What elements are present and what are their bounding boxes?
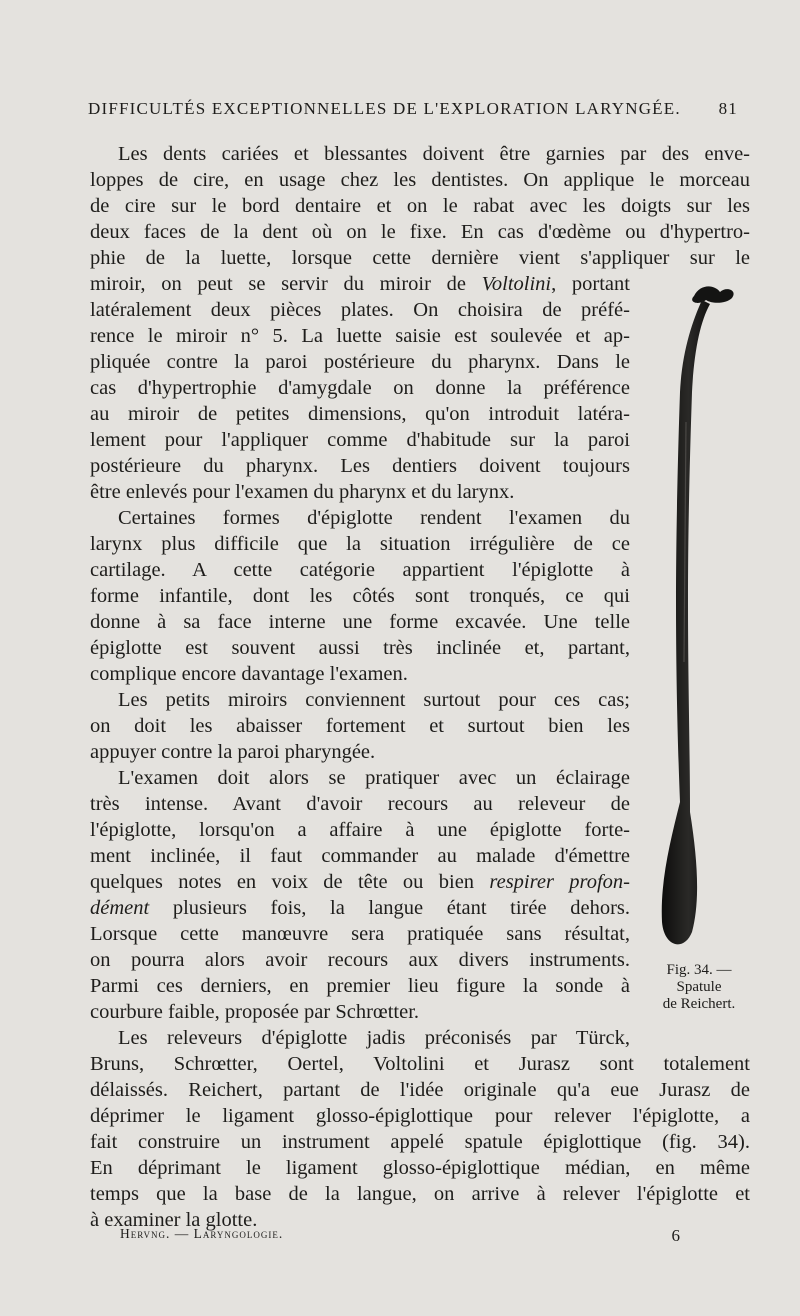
- text-line: donne à sa face interne une forme excavée. Une telle: [90, 611, 630, 633]
- text-line: on doit les abaisser fortement et surtout bien les: [90, 715, 630, 737]
- text-line: être enlevés pour l'examen du pharynx et du larynx.: [90, 481, 515, 503]
- text-line: phie de la luette, lorsque cette dernière vient s'appliquer sur le: [90, 247, 750, 269]
- text-line: à examiner la glotte.: [90, 1209, 258, 1231]
- text-line: très intense. Avant d'avoir recours au releveur de: [90, 793, 630, 815]
- text-line: larynx plus difficile que la situation irrégulière de ce: [90, 533, 630, 555]
- text-line: délaissés. Reichert, partant de l'idée originale qu'a eue Jurasz de: [90, 1079, 750, 1101]
- text-line: Parmi ces derniers, en premier lieu figure la sonde à: [90, 975, 630, 997]
- figure-caption: [640, 962, 758, 1013]
- signature-mark: Hervng. — Laryngologie.: [120, 1226, 284, 1241]
- text-line: courbure faible, proposée par Schrœtter.: [90, 1001, 420, 1023]
- text-line: cartilage. A cette catégorie appartient l'épiglotte à: [90, 559, 630, 581]
- text-line: ment inclinée, il faut commander au malade d'émettre: [90, 845, 630, 867]
- text-line: appuyer contre la paroi pharyngée.: [90, 741, 376, 763]
- text-line: L'examen doit alors se pratiquer avec un éclairage: [118, 767, 630, 789]
- text-line: déprimer le ligament glosso-épiglottique pour relever l'épiglotte, a: [90, 1105, 750, 1127]
- sheet-number: 6: [671, 1226, 680, 1245]
- text-line: temps que la base de la langue, on arrive à relever l'épiglotte et: [90, 1183, 750, 1205]
- page-footer: [120, 1226, 680, 1246]
- text-line: rence le miroir n° 5. La luette saisie est soulevée et ap-: [90, 325, 630, 347]
- spatula-drawing: [640, 282, 740, 962]
- text-line: dément plusieurs fois, la langue étant tirée dehors.: [90, 897, 630, 919]
- text-line: Les releveurs d'épiglotte jadis préconisés par Türck,: [118, 1027, 630, 1049]
- text-line: pliquée contre la paroi postérieure du pharynx. Dans le: [90, 351, 630, 373]
- text-line: on pourra alors avoir recours aux divers instruments.: [90, 949, 630, 971]
- text-line: Les dents cariées et blessantes doivent être garnies par des enve-: [118, 143, 750, 165]
- text-line: de cire sur le bord dentaire et on le rabat avec les doigts sur les: [90, 195, 750, 217]
- caption-subtitle: de Reichert.: [662, 996, 736, 1012]
- text-line: complique encore davantage l'examen.: [90, 663, 408, 685]
- text-line: fait construire un instrument appelé spatule épiglottique (fig. 34).: [90, 1131, 750, 1153]
- text-line: postérieure du pharynx. Les dentiers doivent toujours: [90, 455, 630, 477]
- text-line: au miroir de petites dimensions, qu'on introduit latéra-: [90, 403, 630, 425]
- running-header: [88, 99, 738, 119]
- text-line: En déprimant le ligament glosso-épiglottique médian, en même: [90, 1157, 750, 1179]
- text-line: Bruns, Schrœtter, Oertel, Voltolini et Jurasz sont totalement: [90, 1053, 750, 1075]
- caption-label: Fig. 34. —: [666, 962, 732, 978]
- text-line: l'épiglotte, lorsqu'on a affaire à une épiglotte forte-: [90, 819, 630, 841]
- text-line: lement pour l'appliquer comme d'habitude sur la paroi: [90, 429, 630, 451]
- text-line: épiglotte est souvent aussi très inclinée et, partant,: [90, 637, 630, 659]
- text-line: miroir, on peut se servir du miroir de Voltolini, portant: [90, 273, 630, 295]
- text-line: quelques notes en voix de tête ou bien respirer profon-: [90, 871, 631, 893]
- text-line: Lorsque cette manœuvre sera pratiquée sans résultat,: [90, 923, 630, 945]
- text-line: Certaines formes d'épiglotte rendent l'examen du: [118, 507, 630, 529]
- text-line: deux faces de la dent où on le fixe. En cas d'œdème ou d'hypertro-: [90, 221, 750, 243]
- text-line: cas d'hypertrophie d'amygdale on donne la préférence: [90, 377, 630, 399]
- text-line: latéralement deux pièces plates. On choisira de préfé-: [90, 299, 630, 321]
- emphasis: dément: [90, 897, 150, 919]
- page-number: 81: [718, 99, 738, 118]
- emphasis: respirer profon-: [489, 871, 631, 893]
- spatula-illustration: [640, 282, 740, 962]
- emphasis: Voltolini: [481, 273, 552, 295]
- text-line: loppes de cire, en usage chez les dentistes. On applique le morceau: [90, 169, 750, 191]
- text-line: Les petits miroirs conviennent surtout pour ces cas;: [118, 689, 630, 711]
- text-line: forme infantile, dont les côtés sont tronqués, ce qui: [90, 585, 630, 607]
- running-title: DIFFICULTÉS EXCEPTIONNELLES DE L'EXPLORATION LARYNGÉE.: [88, 99, 681, 118]
- caption-title: Spatule: [676, 979, 722, 995]
